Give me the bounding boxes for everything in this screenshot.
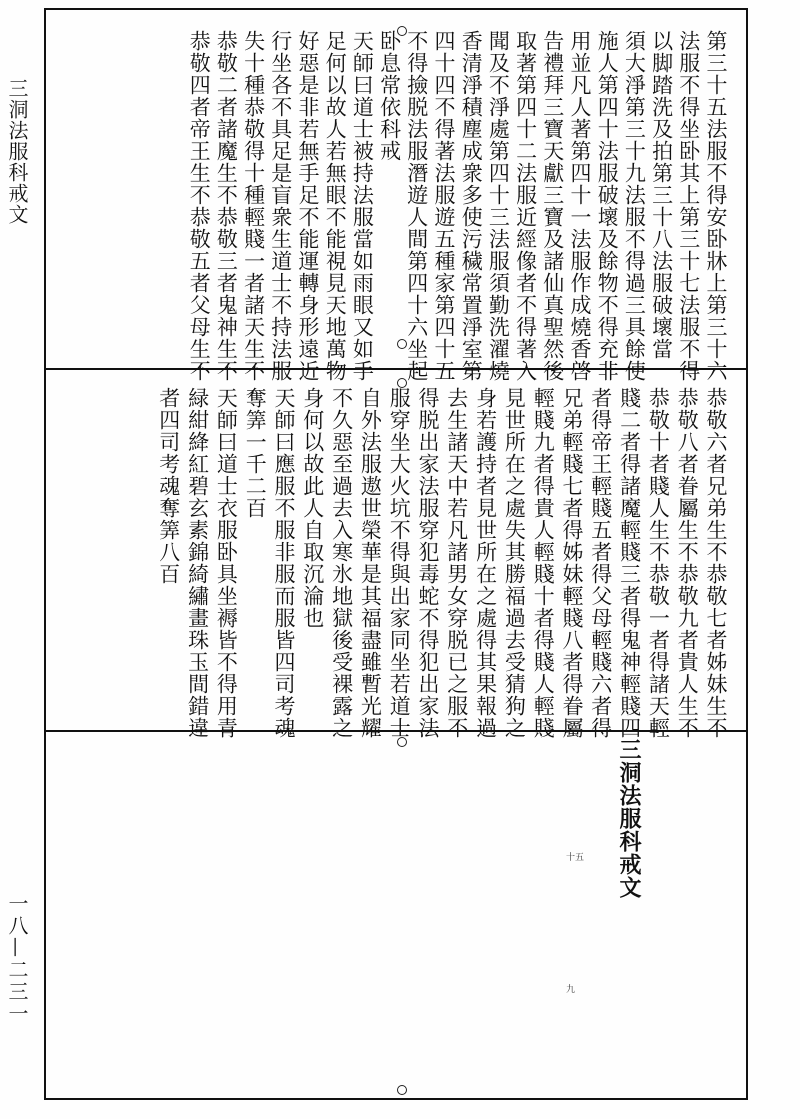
text-column: 兄弟輕賤七者得姊妹輕賤八者得眷屬 (560, 387, 584, 739)
binding-hole-icon (397, 1085, 407, 1095)
text-column: 足何以故人若無眼不能視見天地萬物 (323, 30, 348, 382)
text-column: 恭敬八者眷屬生不恭敬九者貴人生不 (675, 387, 700, 739)
folio-mark: 十五 (566, 853, 585, 863)
text-column: 天師曰應服不服非服而服皆四司考魂 (272, 387, 296, 739)
text-column: 自外法服遨世榮華是其福盡雖暫光耀 (358, 387, 383, 739)
text-column: 聞及不淨處第四十三法服須勤洗濯燒 (486, 30, 511, 382)
text-column: 身若護持者見世所在之處得其果報過 (473, 387, 498, 739)
text-column: 四十四不得著法服遊五種家第四十五 (432, 30, 456, 382)
text-column: 賤二者得諸魔輕賤三者得鬼神輕賤四 (617, 387, 642, 739)
folio-mark: 九 (566, 985, 576, 995)
text-column: 恭敬四者帝王生不恭敬五者父母生不 (187, 30, 212, 382)
text-column: 卧息常依科戒 (377, 30, 402, 162)
text-column: 見世所在之處失其勝福過去受猜狗之 (502, 387, 527, 739)
text-column: 告禮拜三寶天獻三寶及諸仙真聖然後 (540, 30, 565, 382)
text-column: 去生諸天中若凡諸男女穿脱已之服不 (444, 387, 469, 739)
text-column: 失十種恭敬得十種輕賤一者諸天生不 (241, 30, 266, 382)
text-column: 得脱出家法服穿犯毒蛇不得犯出家法 (416, 387, 440, 739)
text-column: 者得帝王輕賤五者得父母輕賤六者得 (588, 387, 613, 739)
text-column: 恭敬十者賤人生不恭敬一者得諸天輕 (646, 387, 671, 739)
end-title: 三洞法服科戒文 (616, 738, 642, 899)
text-column: 者四司考魂奪筭八百 (156, 387, 181, 585)
text-column: 天師曰道士被持法服當如雨眼又如手 (350, 30, 375, 382)
margin-book-title: 三洞法服科戒文 (5, 78, 29, 225)
margin-page-number: 一八—二三一 (5, 893, 29, 1025)
text-column: 恭敬六者兄弟生不恭敬七者姊妹生不 (704, 387, 728, 739)
text-column: 第三十五法服不得安卧牀上第三十六 (704, 30, 728, 382)
text-column: 輕賤九者得貴人輕賤十者得賤人輕賤 (531, 387, 556, 739)
text-column: 不得撿脱法服潛遊人間第四十六坐起 (404, 30, 429, 382)
text-column: 用並凡人著第四十一法服作成燒香啓 (568, 30, 592, 382)
text-column: 取著第四十二法服近經像者不得著入 (513, 30, 538, 382)
page-frame (44, 8, 748, 1100)
text-column: 服穿坐大火坑不得與出家同坐若道士 (387, 387, 412, 739)
text-column: 行坐各不具足是盲衆生道士不持法服 (268, 30, 293, 382)
text-column: 恭敬二者諸魔生不恭敬三者鬼神生不 (214, 30, 239, 382)
text-column: 不久惡至過去入寒氷地獄後受裸露之 (329, 387, 354, 739)
text-column: 好惡是非若無手足不能運轉身形遠近 (296, 30, 320, 382)
text-column: 須大淨第三十九法服不得過三具餘使 (622, 30, 647, 382)
text-column: 奪筭一千二百 (243, 387, 268, 519)
text-column: 法服不得坐卧其上第三十七法服不得 (676, 30, 701, 382)
text-column: 以脚踏洗及拍第三十八法服破壞當 (649, 30, 674, 360)
text-column: 緑紺絳紅碧玄素錦綺繡畫珠玉間錯違 (185, 387, 210, 739)
text-column: 施人第四十法服破壞及餘物不得充非 (595, 30, 620, 382)
text-column: 天師曰道士衣服卧具坐褥皆不得用青 (214, 387, 239, 739)
text-column: 香清淨積塵成衆多使污穢常置淨室第 (459, 30, 484, 382)
text-column: 身何以故此人自取沉淪也 (300, 387, 325, 629)
